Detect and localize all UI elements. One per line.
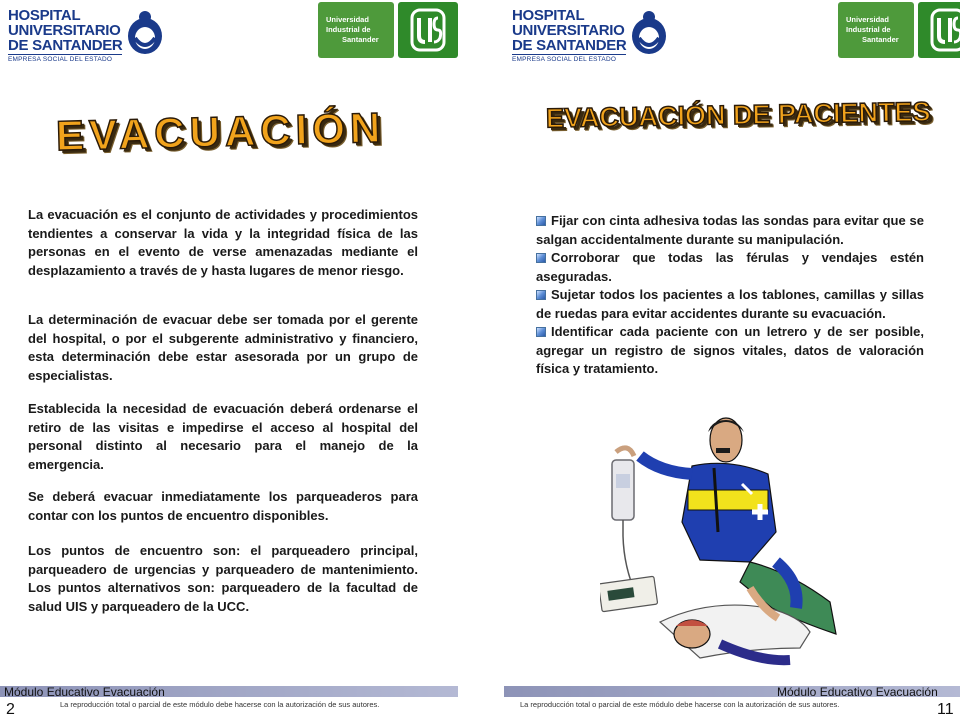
uis-logo-line-3: Santander xyxy=(342,35,379,44)
footer-module-title: Módulo Educativo Evacuación xyxy=(777,685,938,699)
hospital-logo-line-2: UNIVERSITARIO xyxy=(8,22,121,39)
page-title: EVACUACIÓN DE PACIENTES xyxy=(545,96,931,134)
hospital-logo-subtitle: EMPRESA SOCIAL DEL ESTADO xyxy=(512,54,626,63)
bullet-text-4: Identificar cada paciente con un letrero y de ser posible, agregar un registro de signos vitales, datos de valoración física y tratamiento. xyxy=(536,324,924,376)
list-item xyxy=(536,286,924,323)
bullet-square-icon xyxy=(536,327,546,337)
bullet-list xyxy=(536,212,924,379)
uis-emblem-icon xyxy=(398,2,458,58)
hospital-logo-line-3: DE SANTANDER xyxy=(8,37,123,54)
bullet-text-3: Sujetar todos los pacientes a los tablones, camillas y sillas de ruedas para evitar accidentes durante su evacuación. xyxy=(536,287,924,321)
uis-emblem-icon xyxy=(918,2,960,58)
footer-module-title: Módulo Educativo Evacuación xyxy=(4,685,165,699)
hospital-logo-line-1: HOSPITAL xyxy=(8,7,81,24)
page-number: 11 xyxy=(937,701,954,718)
list-item xyxy=(536,212,924,249)
paramedic-attending-patient-illustration xyxy=(600,412,840,680)
uis-logo xyxy=(318,2,458,58)
hospital-emblem-icon xyxy=(126,8,164,56)
hospital-logo-line-3: DE SANTANDER xyxy=(512,37,627,54)
uis-logo-line-2: Industrial de xyxy=(846,25,891,34)
hospital-logo xyxy=(512,8,668,63)
footer-copyright-note: La reproducción total o parcial de este módulo debe hacerse con la autorización de sus autores. xyxy=(60,700,380,709)
list-item xyxy=(536,323,924,379)
hospital-logo-line-1: HOSPITAL xyxy=(512,7,585,24)
paragraph-3: Establecida la necesidad de evacuación deberá ordenarse el retiro de las visitas e impedirse el acceso al hospital del personal distinto al necesario para el manejo de la emergencia. xyxy=(28,401,418,472)
hospital-logo-line-2: UNIVERSITARIO xyxy=(512,22,625,39)
page-number: 2 xyxy=(6,701,15,718)
hospital-logo-subtitle: EMPRESA SOCIAL DEL ESTADO xyxy=(8,54,122,63)
paragraph-5: Los puntos de encuentro son: el parqueadero principal, parqueadero de urgencias y parqueadero de mantenimiento. Los puntos alternativos son: parqueadero de la facultad de salud UIS y parqueadero de la UCC. xyxy=(28,543,418,614)
right-page xyxy=(480,0,960,720)
hospital-logo xyxy=(8,8,164,63)
bullet-square-icon xyxy=(536,216,546,226)
bullet-text-2: Corroborar que todas las férulas y vendajes estén aseguradas. xyxy=(536,250,924,284)
bullet-square-icon xyxy=(536,253,546,263)
paragraph-4: Se deberá evacuar inmediatamente los parqueaderos para contar con los puntos de encuentro disponibles. xyxy=(28,489,418,523)
list-item xyxy=(536,249,924,286)
bullet-square-icon xyxy=(536,290,546,300)
page-title: EVACUACIÓN xyxy=(55,103,386,160)
paragraph-1: La evacuación es el conjunto de actividades y procedimientos tendientes a conservar la vida y la integridad física de las personas en el evento de verse amenazadas mediante el desplazamiento a través de y hasta lugares de menor riesgo. xyxy=(28,207,418,278)
uis-logo xyxy=(838,2,960,58)
paragraph-2: La determinación de evacuar debe ser tomada por el gerente del hospital, o por el subgerente administrativo y financiero, esta determinación debe estar asesorada por un grupo de especialistas. xyxy=(28,312,418,383)
uis-logo-line-1: Universidad xyxy=(326,15,369,24)
uis-logo-line-3: Santander xyxy=(862,35,899,44)
uis-logo-line-1: Universidad xyxy=(846,15,889,24)
uis-logo-line-2: Industrial de xyxy=(326,25,371,34)
footer-copyright-note: La reproducción total o parcial de este módulo debe hacerse con la autorización de sus autores. xyxy=(520,700,840,709)
bullet-text-1: Fijar con cinta adhesiva todas las sondas para evitar que se salgan accidentalmente durante su manipulación. xyxy=(536,213,924,247)
hospital-emblem-icon xyxy=(630,8,668,56)
